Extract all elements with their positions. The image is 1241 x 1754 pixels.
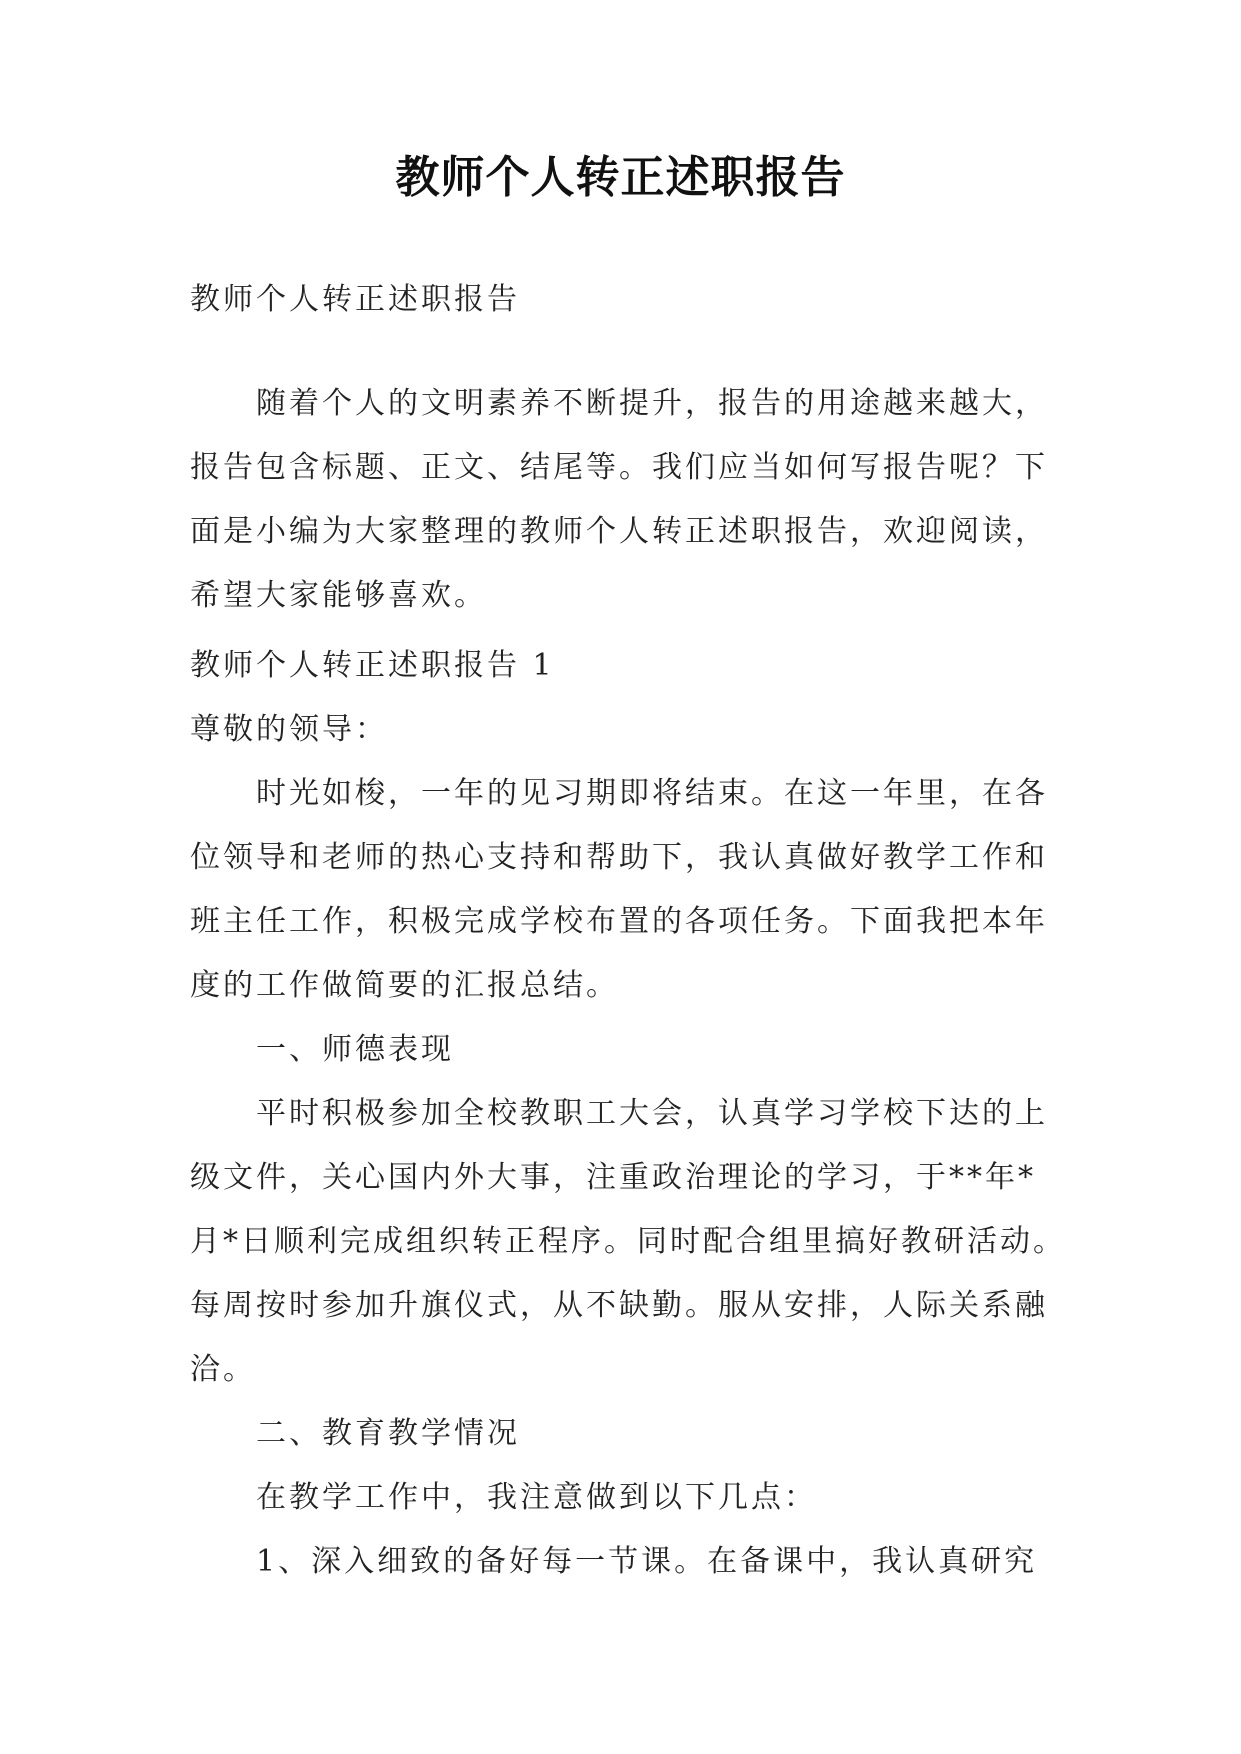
intro-paragraph <box>190 372 1070 628</box>
paragraph-line: 级文件，关心国内外大事，注重政治理论的学习，于**年* <box>190 1160 1036 1195</box>
page-title: 教师个人转正述职报告 <box>395 152 846 203</box>
paragraph-line: 时光如梭，一年的见习期即将结束。在这一年里，在各 <box>256 776 1048 811</box>
salutation: 尊敬的领导： <box>190 712 388 747</box>
paragraph-line: 月*日顺利完成组织转正程序。同时配合组里搞好教研活动。 <box>190 1224 1066 1259</box>
paragraph-line: 每周按时参加升旗仪式，从不缺勤。服从安排，人际关系融 <box>190 1288 1048 1323</box>
intro-line: 希望大家能够喜欢。 <box>190 578 487 613</box>
document-subtitle <box>190 268 1070 332</box>
section-heading: 教师个人转正述职报告 1 <box>190 648 555 683</box>
section-1 <box>190 634 1070 1594</box>
paragraph-line: 度的工作做简要的汇报总结。 <box>190 968 619 1003</box>
intro-line: 报告包含标题、正文、结尾等。我们应当如何写报告呢？下 <box>190 450 1048 485</box>
paragraph-line: 在教学工作中，我注意做到以下几点： <box>256 1480 817 1515</box>
subtitle-text: 教师个人转正述职报告 <box>190 282 520 317</box>
paragraph-line: 班主任工作，积极完成学校布置的各项任务。下面我把本年 <box>190 904 1048 939</box>
subheading-ethics: 一、师德表现 <box>256 1032 454 1067</box>
intro-line: 面是小编为大家整理的教师个人转正述职报告，欢迎阅读， <box>190 514 1048 549</box>
paragraph-line: 平时积极参加全校教职工大会，认真学习学校下达的上 <box>256 1096 1048 1131</box>
subheading-teaching: 二、教育教学情况 <box>256 1416 520 1451</box>
intro-line: 随着个人的文明素养不断提升，报告的用途越来越大， <box>256 386 1048 421</box>
paragraph-line: 1、深入细致的备好每一节课。在备课中，我认真研究 <box>256 1544 1038 1579</box>
paragraph-line: 洽。 <box>190 1352 256 1387</box>
paragraph-line: 位领导和老师的热心支持和帮助下，我认真做好教学工作和 <box>190 840 1048 875</box>
